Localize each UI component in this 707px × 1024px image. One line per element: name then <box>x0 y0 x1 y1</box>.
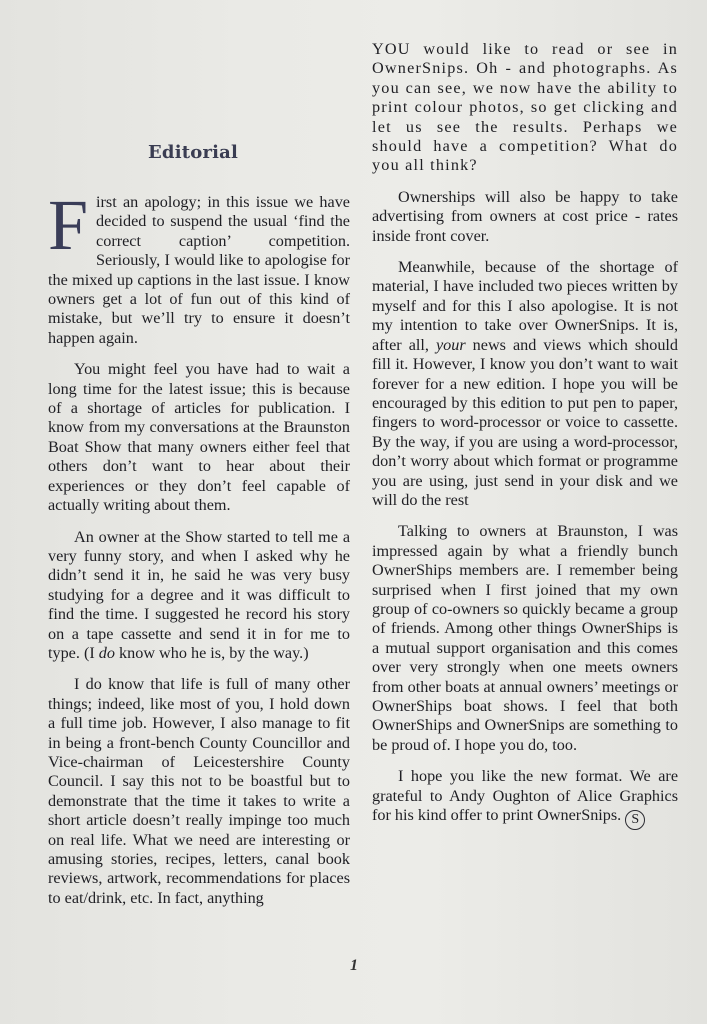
editorial-title: Editorial <box>148 142 239 163</box>
paragraph-waiting: You might feel you have had to wait a long time for the latest issue; this is because of a shortage of articles for publication. I know from my conversations at the Braunston Boat Show that many owners either feel that others don’t want to hear about their experiences or they don’t feel capable of actually writing about them. <box>48 360 350 515</box>
meanwhile-text: Meanwhile, because of the shortage of material, I have included two pieces written by myself and for this I also apologise. It is not my intention to take over OwnerSnips. It is, after all, <box>372 258 678 354</box>
paragraph-apology <box>48 185 350 348</box>
paragraph-meanwhile <box>372 258 678 510</box>
paragraph-life: I do know that life is full of many other things; indeed, like most of you, I hold down a full time job. However, I also manage to fit in being a front-bench County Councillor and Vice-chairman of Leicestershire County Council. I say this not to be boastful but to demonstrate that the time it takes to write a short article doesn’t really impinge too much on real life. What we need are interesting or amusing stories, recipes, letters, canal book reviews, artwork, recommendations for places to eat/drink, etc. In fact, anything <box>48 675 350 907</box>
paragraph-new-format <box>372 767 678 830</box>
left-column <box>48 185 350 920</box>
paragraph-owner-story <box>48 528 350 664</box>
paragraph-advertising: Ownerships will also be happy to take advertising from owners at cost price - rates inside front cover. <box>372 187 678 245</box>
paragraph-apology-text: irst an apology; in this issue we have decided to suspend the usual ‘find the correct caption’ competition. Seriously, I would like to apologise for the mixed up captions in the last issue. I know owners get a lot of fun out of this kind of mistake, but we’ll try to ensure it doesn’t happen again. <box>48 193 350 347</box>
owner-story-text: An owner at the Show started to tell me a very funny story, and when I asked why he didn’t send it in, he said he was very busy studying for a degree and it was difficult to find the time. I suggested he record his story on a tape cassette and send it in for me to type. (I <box>48 527 350 662</box>
emphasis-do: do <box>98 643 115 662</box>
drop-cap: F <box>48 185 89 265</box>
owner-story-text-end: know who he is, by the way.) <box>114 643 309 662</box>
right-column <box>372 40 678 842</box>
page-number: 1 <box>350 957 358 974</box>
paragraph-talking: Talking to owners at Braunston, I was impressed again by what a friendly bunch OwnerShips members are. I remember being surprised when I first joined that my own group of co-owners so quickly became a group of friends. Among other things OwnerShips is a mutual support organisation and this comes over very strongly when one meets owners from other boats at annual owners’ meetings or OwnerShips boat shows. I feel that both OwnerShips and OwnerSnips are something to be proud of. I hope you do, too. <box>372 522 678 754</box>
emphasis-your: your <box>435 335 466 354</box>
new-format-text: I hope you like the new format. We are grateful to Andy Oughton of Alice Graphics for his kind offer to print OwnerSnips. <box>372 767 678 825</box>
meanwhile-text-end: news and views which should fill it. However, I know you don’t want to wait forever for a new edition. I hope you will be encouraged by this edition to put pen to paper, fingers to word-processor or voice to cassette. By the way, if you are using a word-processor, don’t worry about which format or programme you are using, just send in your disk and we will do the rest <box>372 335 679 509</box>
paragraph-you-would-like: YOU would like to read or see in OwnerSnips. Oh - and photographs. As you can see, we now have the ability to print colour photos, so get clicking and let us see the results. Perhaps we should have a competition? What do you all think? <box>372 40 678 175</box>
end-mark-icon: S <box>625 810 645 830</box>
